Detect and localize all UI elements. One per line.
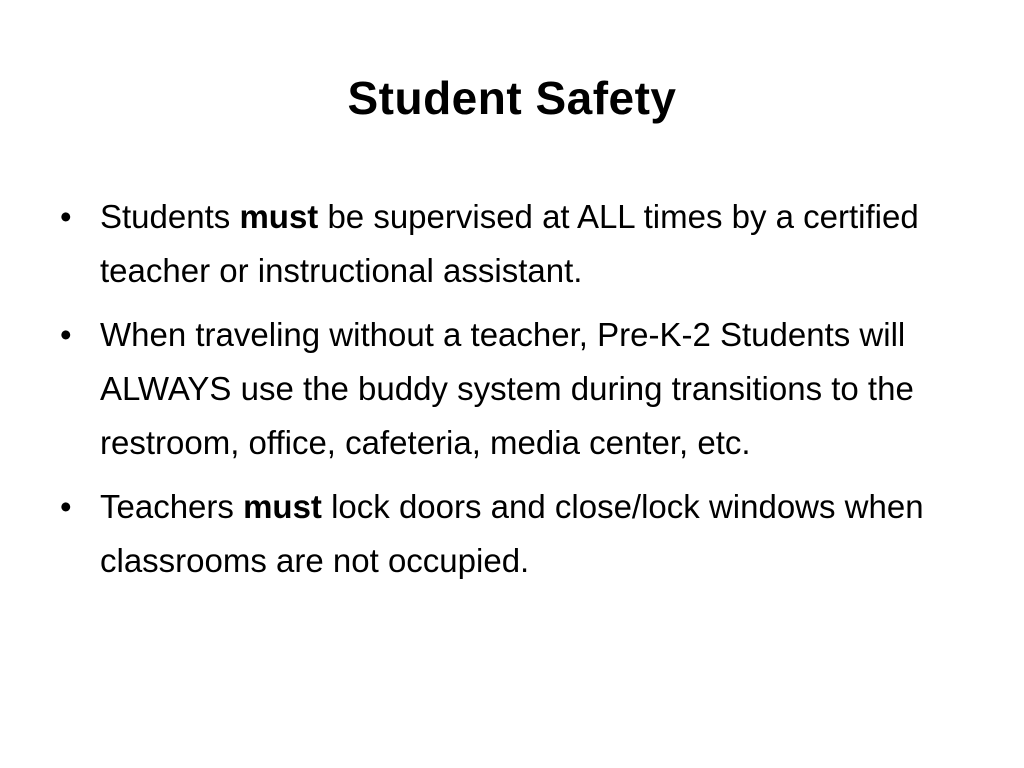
bullet-text-before: Students bbox=[100, 198, 240, 235]
bullet-dot-icon: • bbox=[60, 198, 72, 235]
slide-title: Student Safety bbox=[347, 72, 677, 124]
bullet-text-before: Teachers bbox=[100, 488, 244, 525]
bullet-list bbox=[60, 190, 980, 598]
bullet-emphasis: must bbox=[243, 488, 322, 525]
bullet-item-buddy-system bbox=[60, 308, 980, 470]
bullet-item-supervision bbox=[60, 190, 980, 298]
bullet-dot-icon: • bbox=[60, 316, 72, 353]
bullet-dot-icon: • bbox=[60, 488, 72, 525]
bullet-item-lock-doors bbox=[60, 480, 980, 588]
bullet-text-after: be supervised at ALL times by a certified teacher or instructional assistant. bbox=[100, 198, 919, 289]
bullet-text-after: lock doors and close/lock windows when classrooms are not occupied. bbox=[100, 488, 924, 579]
bullet-text: When traveling without a teacher, Pre-K-2 Students will ALWAYS use the buddy system during transitions to the restroom, office, cafeteria, media center, etc. bbox=[100, 316, 914, 461]
bullet-emphasis: must bbox=[239, 198, 319, 235]
